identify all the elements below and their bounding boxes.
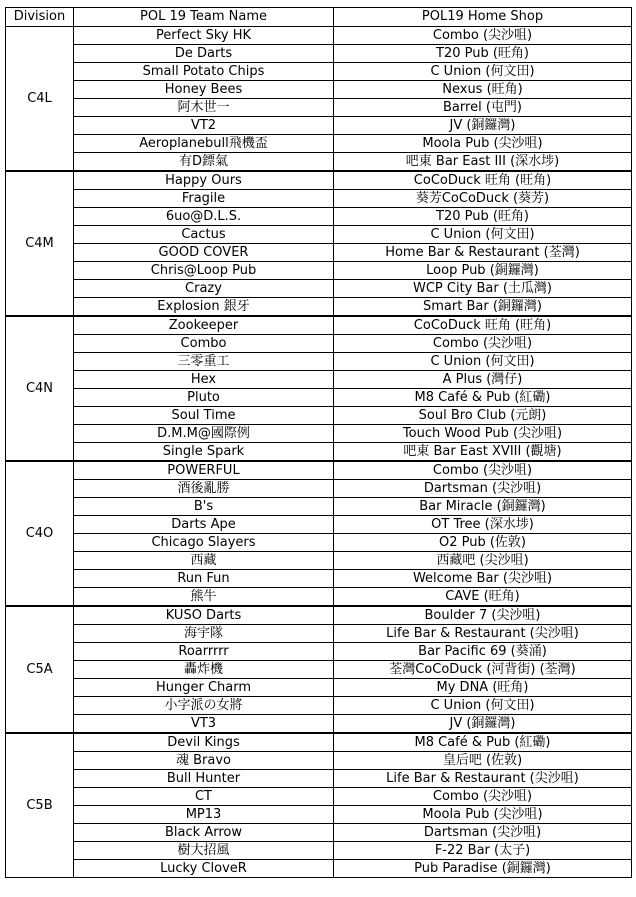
table-row bbox=[6, 389, 632, 407]
team-name-cell: 阿木世一 bbox=[74, 99, 334, 117]
table-row bbox=[6, 208, 632, 226]
home-shop-cell: My DNA (旺角) bbox=[334, 679, 632, 697]
team-name-header: POL 19 Team Name bbox=[74, 8, 334, 27]
team-name-cell: Chris@Loop Pub bbox=[74, 262, 334, 280]
table-row bbox=[6, 27, 632, 45]
home-shop-cell: C Union (何文田) bbox=[334, 226, 632, 244]
home-shop-cell: T20 Pub (旺角) bbox=[334, 208, 632, 226]
team-name-cell: 有D鏢氣 bbox=[74, 153, 334, 172]
home-shop-cell: CoCoDuck 旺角 (旺角) bbox=[334, 171, 632, 190]
table-row bbox=[6, 171, 632, 190]
home-shop-cell: Bar Miracle (銅鑼灣) bbox=[334, 498, 632, 516]
division-cell: C4O bbox=[6, 461, 74, 606]
home-shop-cell: WCP City Bar (土瓜灣) bbox=[334, 280, 632, 298]
home-shop-cell: Soul Bro Club (元朗) bbox=[334, 407, 632, 425]
team-name-cell: POWERFUL bbox=[74, 461, 334, 480]
table-row bbox=[6, 860, 632, 878]
home-shop-cell: Smart Bar (銅鑼灣) bbox=[334, 298, 632, 317]
home-shop-cell: Home Bar & Restaurant (荃灣) bbox=[334, 244, 632, 262]
home-shop-cell: JV (銅鑼灣) bbox=[334, 117, 632, 135]
table-row bbox=[6, 316, 632, 335]
team-name-cell: MP13 bbox=[74, 806, 334, 824]
team-name-cell: KUSO Darts bbox=[74, 606, 334, 625]
home-shop-cell: Combo (尖沙咀) bbox=[334, 335, 632, 353]
team-name-cell: Crazy bbox=[74, 280, 334, 298]
team-name-cell: Single Spark bbox=[74, 443, 334, 462]
table-row bbox=[6, 371, 632, 389]
table-row bbox=[6, 842, 632, 860]
home-shop-cell: Combo (尖沙咀) bbox=[334, 461, 632, 480]
table-row bbox=[6, 335, 632, 353]
home-shop-cell: Welcome Bar (尖沙咀) bbox=[334, 570, 632, 588]
team-name-cell: 6uo@D.L.S. bbox=[74, 208, 334, 226]
home-shop-cell: Bar Pacific 69 (葵涌) bbox=[334, 643, 632, 661]
home-shop-cell: Nexus (旺角) bbox=[334, 81, 632, 99]
home-shop-cell: Combo (尖沙咀) bbox=[334, 788, 632, 806]
team-name-cell: Perfect Sky HK bbox=[74, 27, 334, 45]
home-shop-cell: 西藏吧 (尖沙咀) bbox=[334, 552, 632, 570]
team-name-cell: 西藏 bbox=[74, 552, 334, 570]
table-row bbox=[6, 244, 632, 262]
table-row bbox=[6, 824, 632, 842]
home-shop-cell: M8 Café & Pub (紅磡) bbox=[334, 733, 632, 752]
team-name-cell: Hunger Charm bbox=[74, 679, 334, 697]
table-row bbox=[6, 733, 632, 752]
team-name-cell: 三零重工 bbox=[74, 353, 334, 371]
home-shop-cell: Loop Pub (銅鑼灣) bbox=[334, 262, 632, 280]
home-shop-cell: 荃灣CoCoDuck (河背街) (荃灣) bbox=[334, 661, 632, 679]
team-name-cell: Aeroplanebull飛機盃 bbox=[74, 135, 334, 153]
home-shop-cell: JV (銅鑼灣) bbox=[334, 715, 632, 734]
team-name-cell: Pluto bbox=[74, 389, 334, 407]
team-name-cell: VT3 bbox=[74, 715, 334, 734]
table-row bbox=[6, 99, 632, 117]
home-shop-cell: Barrel (屯門) bbox=[334, 99, 632, 117]
home-shop-cell: T20 Pub (旺角) bbox=[334, 45, 632, 63]
table-row bbox=[6, 425, 632, 443]
team-name-cell: 魂 Bravo bbox=[74, 752, 334, 770]
team-name-cell: Run Fun bbox=[74, 570, 334, 588]
team-name-cell: CT bbox=[74, 788, 334, 806]
team-name-cell: 酒後亂勝 bbox=[74, 480, 334, 498]
home-shop-cell: CAVE (旺角) bbox=[334, 588, 632, 607]
team-name-cell: Hex bbox=[74, 371, 334, 389]
table-row bbox=[6, 407, 632, 425]
team-name-cell: Roarrrrr bbox=[74, 643, 334, 661]
table-row bbox=[6, 353, 632, 371]
table-row bbox=[6, 516, 632, 534]
table-row bbox=[6, 625, 632, 643]
team-name-cell: Cactus bbox=[74, 226, 334, 244]
table-row bbox=[6, 480, 632, 498]
home-shop-cell: 吧東 Bar East XVIII (觀塘) bbox=[334, 443, 632, 462]
team-name-cell: 小字派の女將 bbox=[74, 697, 334, 715]
table-row bbox=[6, 443, 632, 462]
home-shop-cell: Life Bar & Restaurant (尖沙咀) bbox=[334, 625, 632, 643]
division-cell: C4M bbox=[6, 171, 74, 316]
table-row bbox=[6, 498, 632, 516]
home-shop-cell: Moola Pub (尖沙咀) bbox=[334, 806, 632, 824]
home-shop-cell: Dartsman (尖沙咀) bbox=[334, 824, 632, 842]
home-shop-cell: OT Tree (深水埗) bbox=[334, 516, 632, 534]
table-row bbox=[6, 588, 632, 607]
table-row bbox=[6, 117, 632, 135]
team-name-cell: 樹大招風 bbox=[74, 842, 334, 860]
team-name-cell: 海宇隊 bbox=[74, 625, 334, 643]
team-name-cell: Lucky CloveR bbox=[74, 860, 334, 878]
table-row bbox=[6, 262, 632, 280]
team-name-cell: Combo bbox=[74, 335, 334, 353]
home-shop-cell: M8 Café & Pub (紅磡) bbox=[334, 389, 632, 407]
home-shop-cell: Combo (尖沙咀) bbox=[334, 27, 632, 45]
table-row bbox=[6, 135, 632, 153]
team-name-cell: Fragile bbox=[74, 190, 334, 208]
table-row bbox=[6, 697, 632, 715]
table-row bbox=[6, 280, 632, 298]
team-name-cell: Happy Ours bbox=[74, 171, 334, 190]
team-name-cell: VT2 bbox=[74, 117, 334, 135]
table-row bbox=[6, 534, 632, 552]
table-row bbox=[6, 715, 632, 734]
table-row bbox=[6, 770, 632, 788]
table-row bbox=[6, 45, 632, 63]
team-name-cell: GOOD COVER bbox=[74, 244, 334, 262]
team-name-cell: Honey Bees bbox=[74, 81, 334, 99]
team-name-cell: D.M.M@國際例 bbox=[74, 425, 334, 443]
table-row bbox=[6, 752, 632, 770]
table-row bbox=[6, 298, 632, 317]
team-name-cell: Small Potato Chips bbox=[74, 63, 334, 81]
team-name-cell: Bull Hunter bbox=[74, 770, 334, 788]
home-shop-cell: A Plus (灣仔) bbox=[334, 371, 632, 389]
home-shop-cell: O2 Pub (佐敦) bbox=[334, 534, 632, 552]
home-shop-cell: 皇后吧 (佐敦) bbox=[334, 752, 632, 770]
table-row bbox=[6, 679, 632, 697]
table-row bbox=[6, 661, 632, 679]
division-cell: C4L bbox=[6, 27, 74, 172]
team-name-cell: Black Arrow bbox=[74, 824, 334, 842]
table-body bbox=[6, 27, 632, 878]
team-name-cell: Darts Ape bbox=[74, 516, 334, 534]
table-row bbox=[6, 806, 632, 824]
home-shop-cell: Dartsman (尖沙咀) bbox=[334, 480, 632, 498]
table-row bbox=[6, 153, 632, 172]
home-shop-cell: 葵芳CoCoDuck (葵芳) bbox=[334, 190, 632, 208]
team-name-cell: Zookeeper bbox=[74, 316, 334, 335]
team-name-cell: 熊牛 bbox=[74, 588, 334, 607]
team-name-cell: De Darts bbox=[74, 45, 334, 63]
team-name-cell: Explosion 銀牙 bbox=[74, 298, 334, 317]
home-shop-cell: 吧東 Bar East III (深水埗) bbox=[334, 153, 632, 172]
table-row bbox=[6, 81, 632, 99]
team-name-cell: Soul Time bbox=[74, 407, 334, 425]
home-shop-cell: Moola Pub (尖沙咀) bbox=[334, 135, 632, 153]
home-shop-cell: C Union (何文田) bbox=[334, 353, 632, 371]
team-name-cell: Devil Kings bbox=[74, 733, 334, 752]
division-table bbox=[5, 7, 632, 878]
home-shop-cell: Touch Wood Pub (尖沙咀) bbox=[334, 425, 632, 443]
division-cell: C4N bbox=[6, 316, 74, 461]
table-row bbox=[6, 63, 632, 81]
home-shop-cell: C Union (何文田) bbox=[334, 63, 632, 81]
header-row bbox=[6, 8, 632, 27]
table-row bbox=[6, 461, 632, 480]
division-cell: C5A bbox=[6, 606, 74, 733]
home-shop-cell: C Union (何文田) bbox=[334, 697, 632, 715]
table-row bbox=[6, 226, 632, 244]
table-row bbox=[6, 788, 632, 806]
table-row bbox=[6, 552, 632, 570]
table-row bbox=[6, 570, 632, 588]
home-shop-cell: CoCoDuck 旺角 (旺角) bbox=[334, 316, 632, 335]
table-row bbox=[6, 190, 632, 208]
home-shop-cell: F-22 Bar (太子) bbox=[334, 842, 632, 860]
home-shop-header: POL19 Home Shop bbox=[334, 8, 632, 27]
team-name-cell: 轟炸機 bbox=[74, 661, 334, 679]
division-header: Division bbox=[6, 8, 74, 27]
home-shop-cell: Boulder 7 (尖沙咀) bbox=[334, 606, 632, 625]
team-name-cell: Chicago Slayers bbox=[74, 534, 334, 552]
team-name-cell: B's bbox=[74, 498, 334, 516]
home-shop-cell: Pub Paradise (銅鑼灣) bbox=[334, 860, 632, 878]
home-shop-cell: Life Bar & Restaurant (尖沙咀) bbox=[334, 770, 632, 788]
division-cell: C5B bbox=[6, 733, 74, 878]
table-row bbox=[6, 643, 632, 661]
table-row bbox=[6, 606, 632, 625]
